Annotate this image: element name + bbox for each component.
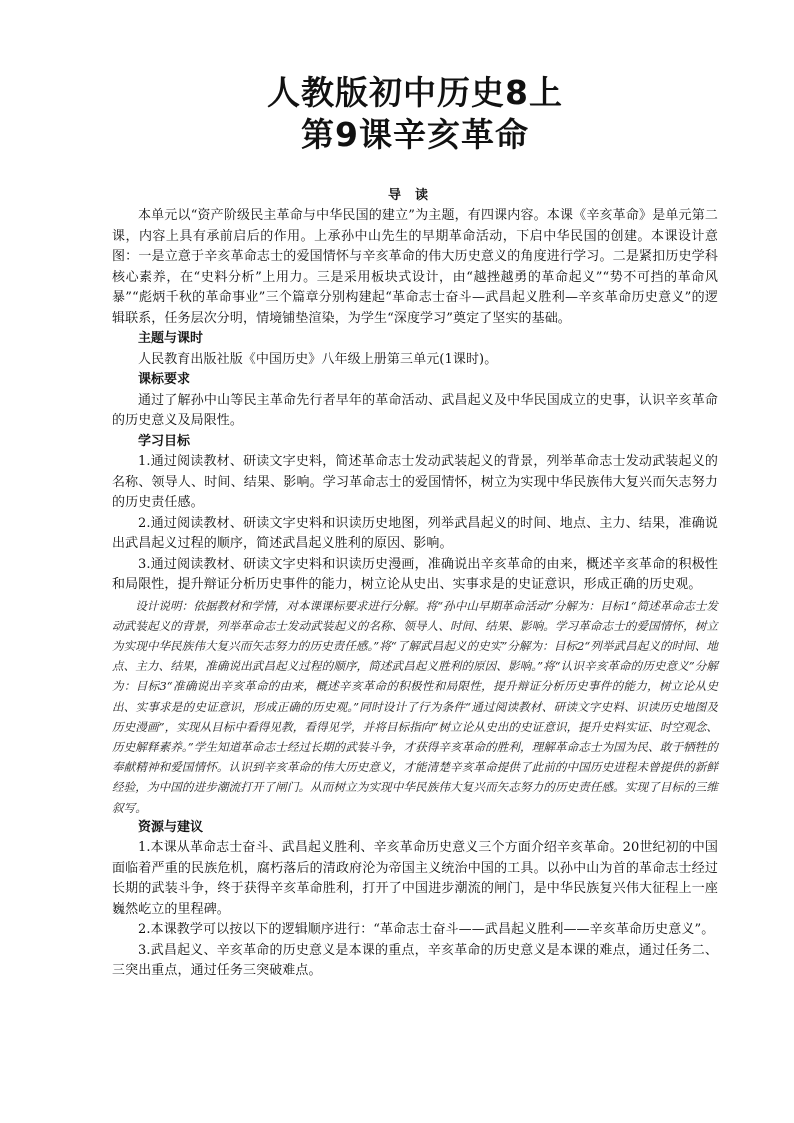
goal-1: 1.通过阅读教材、研读文字史料，简述革命志士发动武装起义的背景，列举革命志士发动武装起义的名称、领导人、时间、结果、影响。学习革命志士的爱国情怀，树立为实现中华民族伟大复兴而矢志努力的历史责任感。: [112, 454, 718, 510]
document-title-line2: 第9课辛亥革命: [301, 115, 529, 154]
resource-1: 1.本课从革命志士奋斗、武昌起义胜利、辛亥革命历史意义三个方面介绍辛亥革命。20世纪初的中国面临着严重的民族危机，腐朽落后的清政府沦为帝国主义统治中国的工具。以孙中山为首的革命志士经过长期的武装斗争，终于获得辛亥革命胜利，打开了中国进步潮流的闸门，是中华民族复兴伟大征程上一座巍然屹立的里程碑。: [112, 840, 718, 917]
standard-paragraph: 通过了解孙中山等民主革命先行者早年的革命活动、武昌起义及中华民国成立的史事，认识辛亥革命的历史意义及局限性。: [112, 392, 718, 428]
resource-3: 3.武昌起义、辛亥革命的历史意义是本课的重点，辛亥革命的历史意义是本课的难点，通过任务二、三突出重点，通过任务三突破难点。: [112, 942, 718, 979]
resources-heading: 资源与建议: [138, 819, 204, 835]
standard-heading: 课标要求: [138, 372, 191, 387]
guide-heading: 导读: [387, 188, 442, 203]
goals-heading: 学习目标: [138, 433, 191, 449]
goal-2: 2.通过阅读教材、研读文字史料和识读历史地图，列举武昌起义的时间、地点、主力、结果，准确说出武昌起义过程的顺序，简述武昌起义胜利的原因、影响。: [112, 515, 718, 551]
design-note: 设计说明：依据教材和学情，对本课课标要求进行分解。将“孙中山早期革命活动”分解为：目标1“简述革命志士发动武装起义的背景，列举革命志士发动武装起义的名称、领导人、时间、结果、影响。学习革命志士的爱国情怀，树立为实现中华民族伟大复兴而矢志努力的历史责任感。”将“了解武昌起义的史实”分解为：目标2“列举武昌起义的时间、地点、主力、结果，准确说出武昌起义过程的顺序，简述武昌起义胜利的原因、影响。”将“认识辛亥革命的历史意义”分解为：目标3“准确说出辛亥革命的由来，概述辛亥革命的积极性和局限性，提升辩证分析历史事件的能力，树立论从史出、实事求是的史证意识，形成正确的历史观。”同时设计了行为条件“通过阅读教材、研读文字史料、识读历史地图及历史漫画”，实现从目标中看得见教，看得见学，并将目标指向“树立论从史出的史证意识，提升史料实证、时空观念、历史解释素养。”学生知道革命志士经过长期的武装斗争，才获得辛亥革命的胜利，理解革命志士为国为民、敢于牺牲的奉献精神和爱国情怀。认识到辛亥革命的伟大历史意义，才能清楚辛亥革命提供了此前的中国历史进程未曾提供的新鲜经验，为中国的进步潮流打开了闸门。从而树立为实现中华民族伟大复兴而矢志努力的历史责任感。实现了目标的三维叙写。: [112, 598, 718, 815]
theme-paragraph: 人民教育出版社版《中国历史》八年级上册第三单元(1课时)。: [138, 351, 498, 367]
resource-2: 2.本课教学可以按以下的逻辑顺序进行：“革命志士奋斗——武昌起义胜利——辛亥革命历史意义”。: [138, 922, 715, 938]
goal-3: 3.通过阅读教材、研读文字史料和识读历史漫画，准确说出辛亥革命的由来，概述辛亥革命的积极性和局限性，提升辩证分析历史事件的能力，树立论从史出、实事求是的史证意识，形成正确的历史观。: [112, 556, 718, 592]
intro-paragraph: 本单元以“资产阶级民主革命与中华民国的建立”为主题，有四课内容。本课《辛亥革命》是单元第二课，内容上具有承前启后的作用。上承孙中山先生的早期革命活动，下启中华民国的创建。本课设计意图：一是立意于辛亥革命志士的爱国情怀与辛亥革命的伟大历史意义的角度进行学习。二是紧扣历史学科核心素养，在“史料分析”上用力。三是采用板块式设计，由“越挫越勇的革命起义”“势不可挡的革命风暴”“彪炳千秋的革命事业”三个篇章分别构建起“革命志士奋斗—武昌起义胜利—辛亥革命历史意义”的逻辑联系，任务层次分明，情境铺垫渲染，为学生“深度学习”奠定了坚实的基础。: [112, 208, 718, 326]
theme-heading: 主题与课时: [138, 331, 204, 346]
document-title-line1: 人教版初中历史8上: [267, 73, 563, 112]
